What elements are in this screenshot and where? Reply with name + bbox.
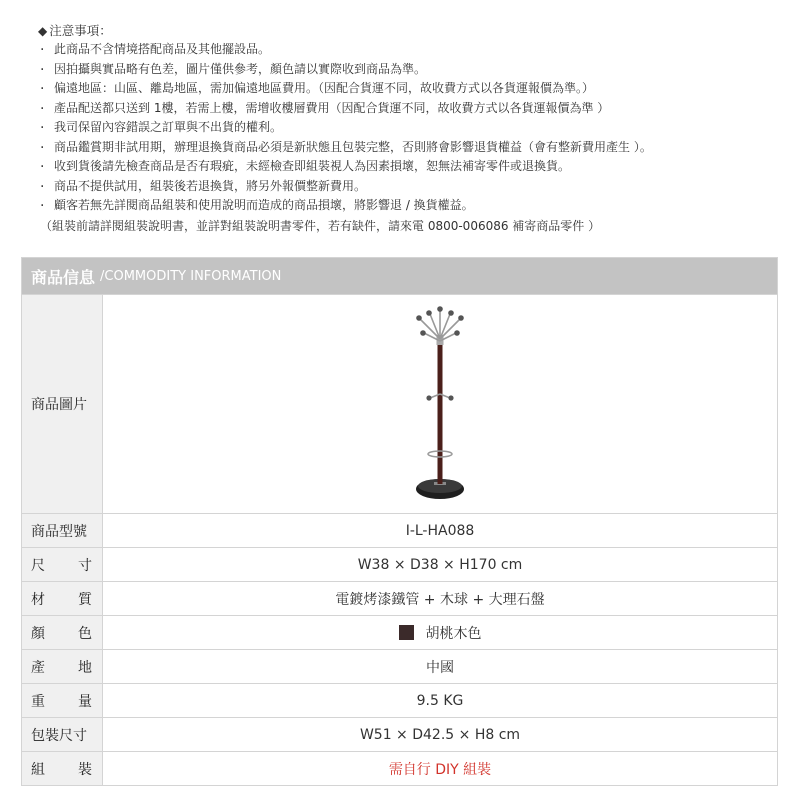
row-value: W51 × D42.5 × H8 cm	[359, 726, 521, 743]
notice-item	[38, 174, 788, 197]
row-label-char: 產	[31, 659, 45, 676]
table-row-dimensions	[22, 548, 777, 582]
row-value: I-L-HA088	[405, 522, 475, 539]
notice-item	[38, 40, 788, 60]
notice-item-text: 收到貨後請先檢查商品是否有瑕疵，未經檢查即組裝視人為因素損壞，恕無法補寄零件或退換貨。	[54, 159, 571, 173]
row-label-char: 地	[78, 659, 92, 676]
row-label-char: 材	[31, 591, 45, 608]
row-label	[22, 650, 103, 683]
table-row-model	[22, 514, 777, 548]
row-label: 包裝尺寸	[22, 718, 103, 751]
row-label-char: 寸	[78, 557, 92, 574]
notice-item-text: 此商品不含情境搭配商品及其他擺設品。	[54, 42, 271, 56]
bullet-icon: .	[40, 194, 45, 210]
notice-title-text: 注意事項：	[49, 23, 112, 38]
row-value: 電鍍烤漆鐵管 + 木球 + 大理石盤	[335, 591, 545, 608]
table-row-package-size	[22, 718, 777, 752]
bullet-icon: .	[40, 38, 45, 54]
notice-footer: （組裝前請詳閱組裝說明書，並詳對組裝說明書零件，若有缺件，請來電 0800-006086 補寄商品零件 ）	[40, 218, 601, 233]
table-header-subtitle: /COMMODITY INFORMATION	[100, 268, 282, 284]
notice-item-text: 因拍攝與實品略有色差，圖片僅供參考，顏色請以實際收到商品為準。	[54, 61, 427, 76]
table-header	[22, 258, 777, 295]
bullet-icon: .	[40, 96, 45, 113]
bullet-icon: .	[40, 77, 45, 93]
row-label-char: 量	[78, 693, 92, 710]
notice-item-text: 產品配送都只送到 1樓，若需上樓，需增收樓層費用（因配合貨運不同，故收費方式以各貨運報價為準 ）	[54, 100, 610, 115]
row-label-char: 重	[31, 693, 45, 710]
bullet-icon: .	[40, 174, 45, 191]
row-label-char: 色	[78, 625, 92, 642]
row-label-char: 組	[31, 761, 45, 778]
notice-item	[38, 135, 788, 158]
notice-item-text: 顧客若無先詳閱商品組裝和使用說明而造成的商品損壞，將影響退 / 換貨權益。	[54, 198, 474, 212]
row-label	[22, 752, 103, 785]
bullet-icon: .	[40, 57, 45, 74]
table-row-assembly	[22, 752, 777, 785]
table-row-weight	[22, 684, 777, 718]
table-row-color	[22, 616, 777, 650]
notice-item	[38, 157, 788, 177]
notice-item-text: 商品不提供試用，組裝後若退換貨，將另外報價整新費用。	[54, 178, 367, 193]
notice-item	[38, 96, 788, 119]
row-value: W38 × D38 × H170 cm	[357, 556, 523, 573]
notice-title	[38, 22, 788, 40]
row-value: 9.5 KG	[416, 692, 464, 709]
notice-item-text: 商品鑑賞期非試用期，辦理退換貨商品必須是新狀態且包裝完整，否則將會影響退貨權益（會有整新費用產生 ）。	[54, 139, 652, 154]
bullet-icon: .	[40, 135, 45, 152]
commodity-info-table	[21, 257, 778, 786]
coat-rack-image	[410, 299, 470, 509]
notice-item-text: 我司保留內容錯誤之訂單與不出貨的權利。	[54, 120, 283, 134]
row-label	[22, 616, 103, 649]
notice-item	[38, 196, 788, 216]
table-row-material	[22, 582, 777, 616]
table-row-origin	[22, 650, 777, 684]
row-value: 需自行 DIY 組裝	[388, 761, 492, 778]
table-row-image	[22, 295, 777, 514]
row-label-char: 尺	[31, 557, 45, 574]
row-label: 商品型號	[22, 514, 103, 547]
row-value	[103, 616, 777, 649]
row-label	[22, 582, 103, 615]
row-label: 商品圖片	[22, 295, 103, 513]
color-name: 胡桃木色	[425, 625, 482, 642]
notice-item	[38, 79, 788, 99]
row-value: 中國	[426, 659, 454, 676]
notice-item	[38, 57, 788, 80]
row-label-char: 裝	[78, 761, 92, 778]
row-label	[22, 548, 103, 581]
row-label	[22, 684, 103, 717]
color-swatch	[399, 625, 414, 640]
bullet-icon: .	[40, 116, 45, 132]
notice-section	[38, 22, 788, 236]
diamond-icon: ◆	[38, 24, 48, 38]
notice-item	[38, 118, 788, 138]
row-label-char: 顏	[31, 625, 45, 642]
row-label-char: 質	[78, 591, 92, 608]
table-header-title: 商品信息	[31, 267, 96, 287]
notice-item-text: 偏遠地區：山區、離島地區，需加偏遠地區費用。（因配合貨運不同，故收費方式以各貨運報價為準。）	[54, 81, 595, 95]
product-image	[103, 295, 777, 513]
bullet-icon: .	[40, 155, 45, 171]
